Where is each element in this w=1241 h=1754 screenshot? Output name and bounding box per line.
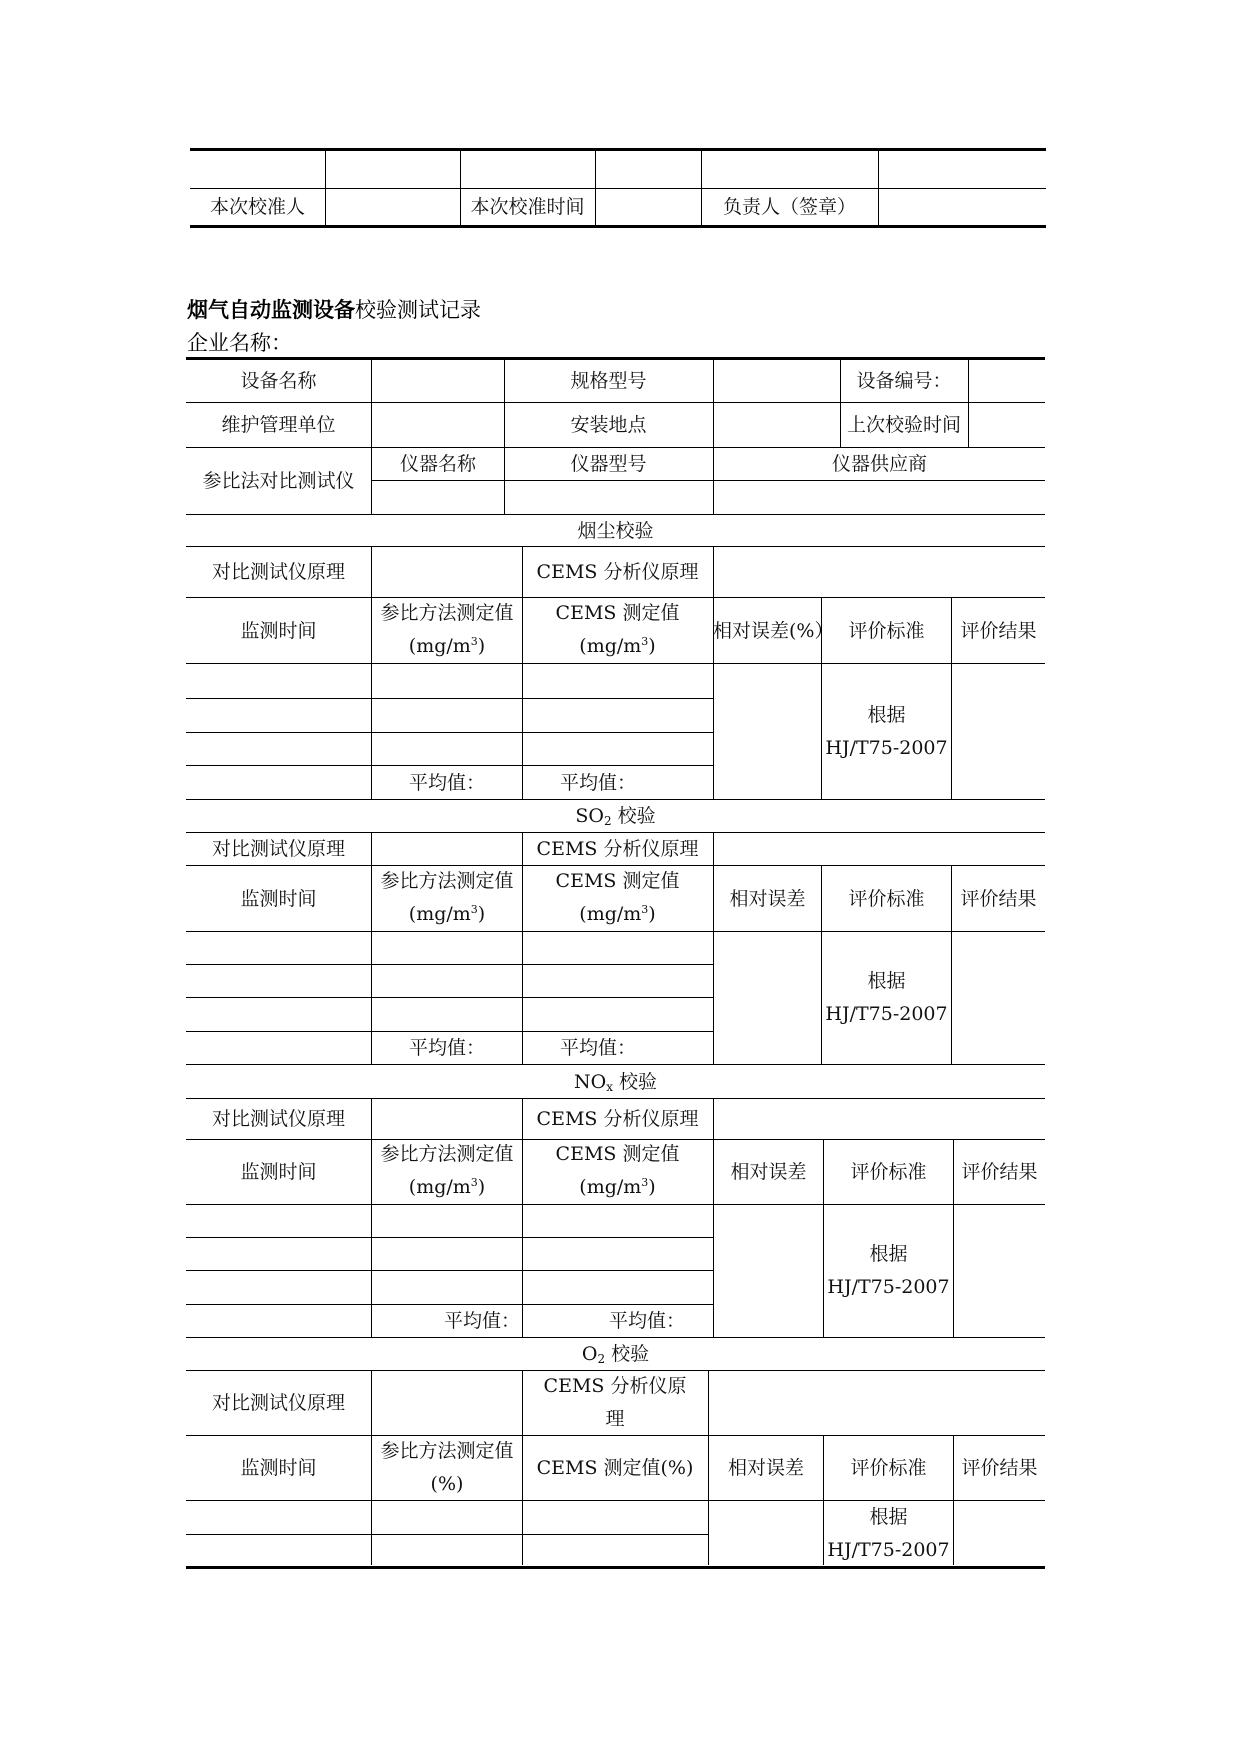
o2-cems-principle-field[interactable] (709, 1371, 1045, 1435)
ref-value-text: 参比方法测定值 (380, 869, 514, 892)
so2-criteria-cell (822, 932, 951, 1064)
so2-ref-average: 平均值： (408, 1037, 485, 1059)
maintenance-unit-label: 维护管理单位 (221, 414, 336, 436)
o2-ref-value-header (372, 1436, 522, 1500)
record-title-bold: 烟气自动监测设备 (187, 298, 355, 322)
basis-text: 根据 (867, 970, 906, 992)
unit-sup: 3 (470, 1176, 478, 1189)
o2-cems-principle-label (522, 1371, 708, 1435)
instrument-model-field[interactable] (504, 481, 713, 514)
nox-monitor-time-header: 监测时间 (240, 1161, 317, 1183)
so2-result-header: 评价结果 (960, 887, 1037, 910)
unit-close: ) (477, 634, 486, 657)
spec-model-field[interactable] (714, 359, 840, 402)
nox-criteria-cell (824, 1205, 953, 1337)
cems-principle-line2: 理 (605, 1408, 625, 1430)
standard-text: HJ/T75-2007 (827, 1276, 950, 1298)
o2-result-header: 评价结果 (961, 1457, 1038, 1479)
so2-cems-value-header (522, 866, 713, 931)
company-name-label: 企业名称： (187, 331, 292, 355)
so2-criteria-header: 评价标准 (848, 887, 925, 910)
nox-ref-value-header (372, 1140, 522, 1204)
nox-principle-label: 对比测试仪原理 (211, 1108, 345, 1130)
install-location-label: 安装地点 (570, 414, 647, 436)
so2-section-header (186, 800, 1045, 832)
unit-close: ) (477, 1176, 486, 1198)
device-name-label: 设备名称 (240, 369, 317, 392)
o2-principle-field[interactable] (372, 1371, 522, 1435)
nox-main: NO (573, 1070, 607, 1093)
o2-tail: 校验 (605, 1343, 650, 1365)
reference-instrument-label: 参比法对比测试仪 (202, 470, 355, 492)
nox-sub: x (606, 1079, 613, 1094)
unit-close: ) (648, 1176, 656, 1198)
calibrator-field[interactable] (326, 189, 460, 225)
nox-relative-error-header: 相对误差 (730, 1161, 807, 1183)
unit-sup: 3 (470, 634, 478, 648)
nox-section-header (186, 1065, 1045, 1098)
basis-text: 根据 (867, 703, 906, 726)
nox-ref-average: 平均值： (443, 1310, 520, 1332)
ref-value-text: 参比方法测定值 (380, 1143, 514, 1165)
so2-ref-value-header (372, 866, 522, 931)
last-check-time-field[interactable] (969, 403, 1045, 447)
dust-section-header: 烟尘校验 (577, 519, 654, 542)
device-number-label: 设备编号： (856, 369, 952, 392)
dust-principle-label: 对比测试仪原理 (211, 561, 345, 583)
cems-value-text: CEMS 测定值 (555, 869, 680, 892)
ref-value-text: 参比方法测定值 (380, 601, 514, 624)
o2-principle-label: 对比测试仪原理 (211, 1392, 345, 1414)
unit-text (579, 630, 655, 665)
o2-criteria-header: 评价标准 (850, 1457, 927, 1479)
unit-text (409, 898, 485, 933)
basis-text: 根据 (869, 1243, 908, 1265)
last-check-time-label: 上次校验时间 (846, 414, 961, 436)
unit-pct-text: (%) (430, 1473, 464, 1495)
nox-cems-principle-label: CEMS 分析仪原理 (536, 1108, 699, 1130)
row-line (186, 1534, 708, 1535)
unit-text (579, 1171, 655, 1206)
dust-cems-average: 平均值： (560, 771, 637, 794)
dust-ref-average: 平均值： (408, 771, 485, 794)
o2-criteria-cell (824, 1501, 953, 1566)
so2-main: SO (575, 805, 604, 827)
nox-tail: 校验 (612, 1070, 658, 1093)
cems-value-text: CEMS 测定值 (555, 601, 680, 624)
dust-criteria-cell (822, 664, 951, 799)
unit-close: ) (648, 634, 656, 657)
o2-sub: 2 (597, 1352, 606, 1366)
dust-cems-principle-field[interactable] (714, 547, 1045, 597)
responsible-label: 负责人（签章） (722, 196, 856, 218)
unit-sup: 3 (641, 902, 649, 916)
responsible-signature-field[interactable] (879, 189, 1046, 225)
o2-relative-error-header: 相对误差 (727, 1457, 804, 1479)
unit-close: ) (648, 902, 656, 925)
nox-criteria-header: 评价标准 (850, 1161, 927, 1183)
dust-cems-principle-label: CEMS 分析仪原理 (536, 561, 699, 583)
nox-principle-field[interactable] (372, 1099, 522, 1139)
so2-sub: 2 (603, 814, 612, 828)
nox-cems-value-header (522, 1140, 713, 1204)
record-title-rest: 校验测试记录 (355, 298, 481, 322)
standard-text: HJ/T75-2007 (825, 1003, 948, 1025)
so2-principle-field[interactable] (372, 833, 522, 865)
nox-cems-average: 平均值： (608, 1310, 685, 1332)
dust-ref-value-header (372, 598, 522, 663)
unit-text (409, 1171, 485, 1206)
row-line (186, 1237, 713, 1238)
install-location-field[interactable] (714, 403, 840, 447)
row-line (186, 698, 713, 699)
unit-text (579, 898, 655, 933)
so2-cems-principle-field[interactable] (714, 833, 1045, 865)
dust-criteria-header: 评价标准 (848, 619, 925, 642)
row-line (186, 732, 713, 733)
unit-text (409, 630, 485, 665)
dust-monitor-time-header: 监测时间 (240, 619, 317, 642)
row-line (186, 1270, 713, 1271)
calibration-time-field[interactable] (596, 189, 701, 225)
ref-value-text: 参比方法测定值 (380, 1440, 514, 1462)
dust-principle-field[interactable] (372, 547, 522, 597)
unit-sup: 3 (641, 634, 649, 648)
calibrator-label: 本次校准人 (209, 196, 305, 218)
row-line (186, 997, 713, 998)
basis-text: 根据 (869, 1505, 908, 1528)
dust-relative-error-header: 相对误差(%） (713, 619, 834, 642)
o2-section-header (186, 1338, 1045, 1370)
row-line (186, 964, 713, 965)
top-table-top-border (190, 148, 1046, 151)
spec-model-label: 规格型号 (570, 369, 647, 392)
unit-sup: 3 (470, 902, 478, 916)
unit-base: (mg/m (408, 634, 471, 657)
dust-cems-value-header (522, 598, 713, 663)
instrument-supplier-field[interactable] (714, 481, 1045, 514)
standard-text: HJ/T75-2007 (825, 736, 948, 759)
instrument-model-label: 仪器型号 (570, 453, 647, 475)
dust-result-header: 评价结果 (960, 619, 1037, 642)
unit-base: (mg/m (579, 634, 642, 657)
record-title (187, 294, 481, 324)
o2-main: O (581, 1343, 598, 1365)
so2-principle-label: 对比测试仪原理 (211, 838, 345, 860)
unit-base: (mg/m (408, 1176, 471, 1198)
unit-base: (mg/m (579, 902, 642, 925)
cems-principle-line1: CEMS 分析仪原 (543, 1375, 687, 1397)
unit-base: (mg/m (408, 902, 471, 925)
instrument-name-label: 仪器名称 (399, 453, 476, 475)
standard-text: HJ/T75-2007 (827, 1538, 950, 1561)
unit-close: ) (477, 902, 486, 925)
so2-tail: 校验 (611, 805, 656, 827)
nox-result-header: 评价结果 (961, 1161, 1038, 1183)
device-number-field[interactable] (969, 359, 1045, 402)
so2-cems-average: 平均值： (560, 1037, 637, 1059)
unit-sup: 3 (641, 1176, 649, 1189)
calibration-time-label: 本次校准时间 (470, 196, 585, 218)
top-table-bottom-border (190, 225, 1046, 228)
so2-monitor-time-header: 监测时间 (240, 887, 317, 910)
instrument-name-field[interactable] (372, 481, 504, 514)
cems-value-text: CEMS 测定值 (555, 1143, 680, 1165)
o2-cems-value-header: CEMS 测定值(%) (536, 1457, 694, 1479)
so2-cems-principle-label: CEMS 分析仪原理 (536, 838, 699, 860)
instrument-supplier-label: 仪器供应商 (831, 453, 927, 475)
unit-base: (mg/m (579, 1176, 642, 1198)
device-name-field[interactable] (372, 359, 504, 402)
maintenance-unit-field[interactable] (372, 403, 504, 447)
so2-relative-error-header: 相对误差 (729, 887, 806, 910)
nox-cems-principle-field[interactable] (714, 1099, 1045, 1139)
o2-monitor-time-header: 监测时间 (240, 1457, 317, 1479)
